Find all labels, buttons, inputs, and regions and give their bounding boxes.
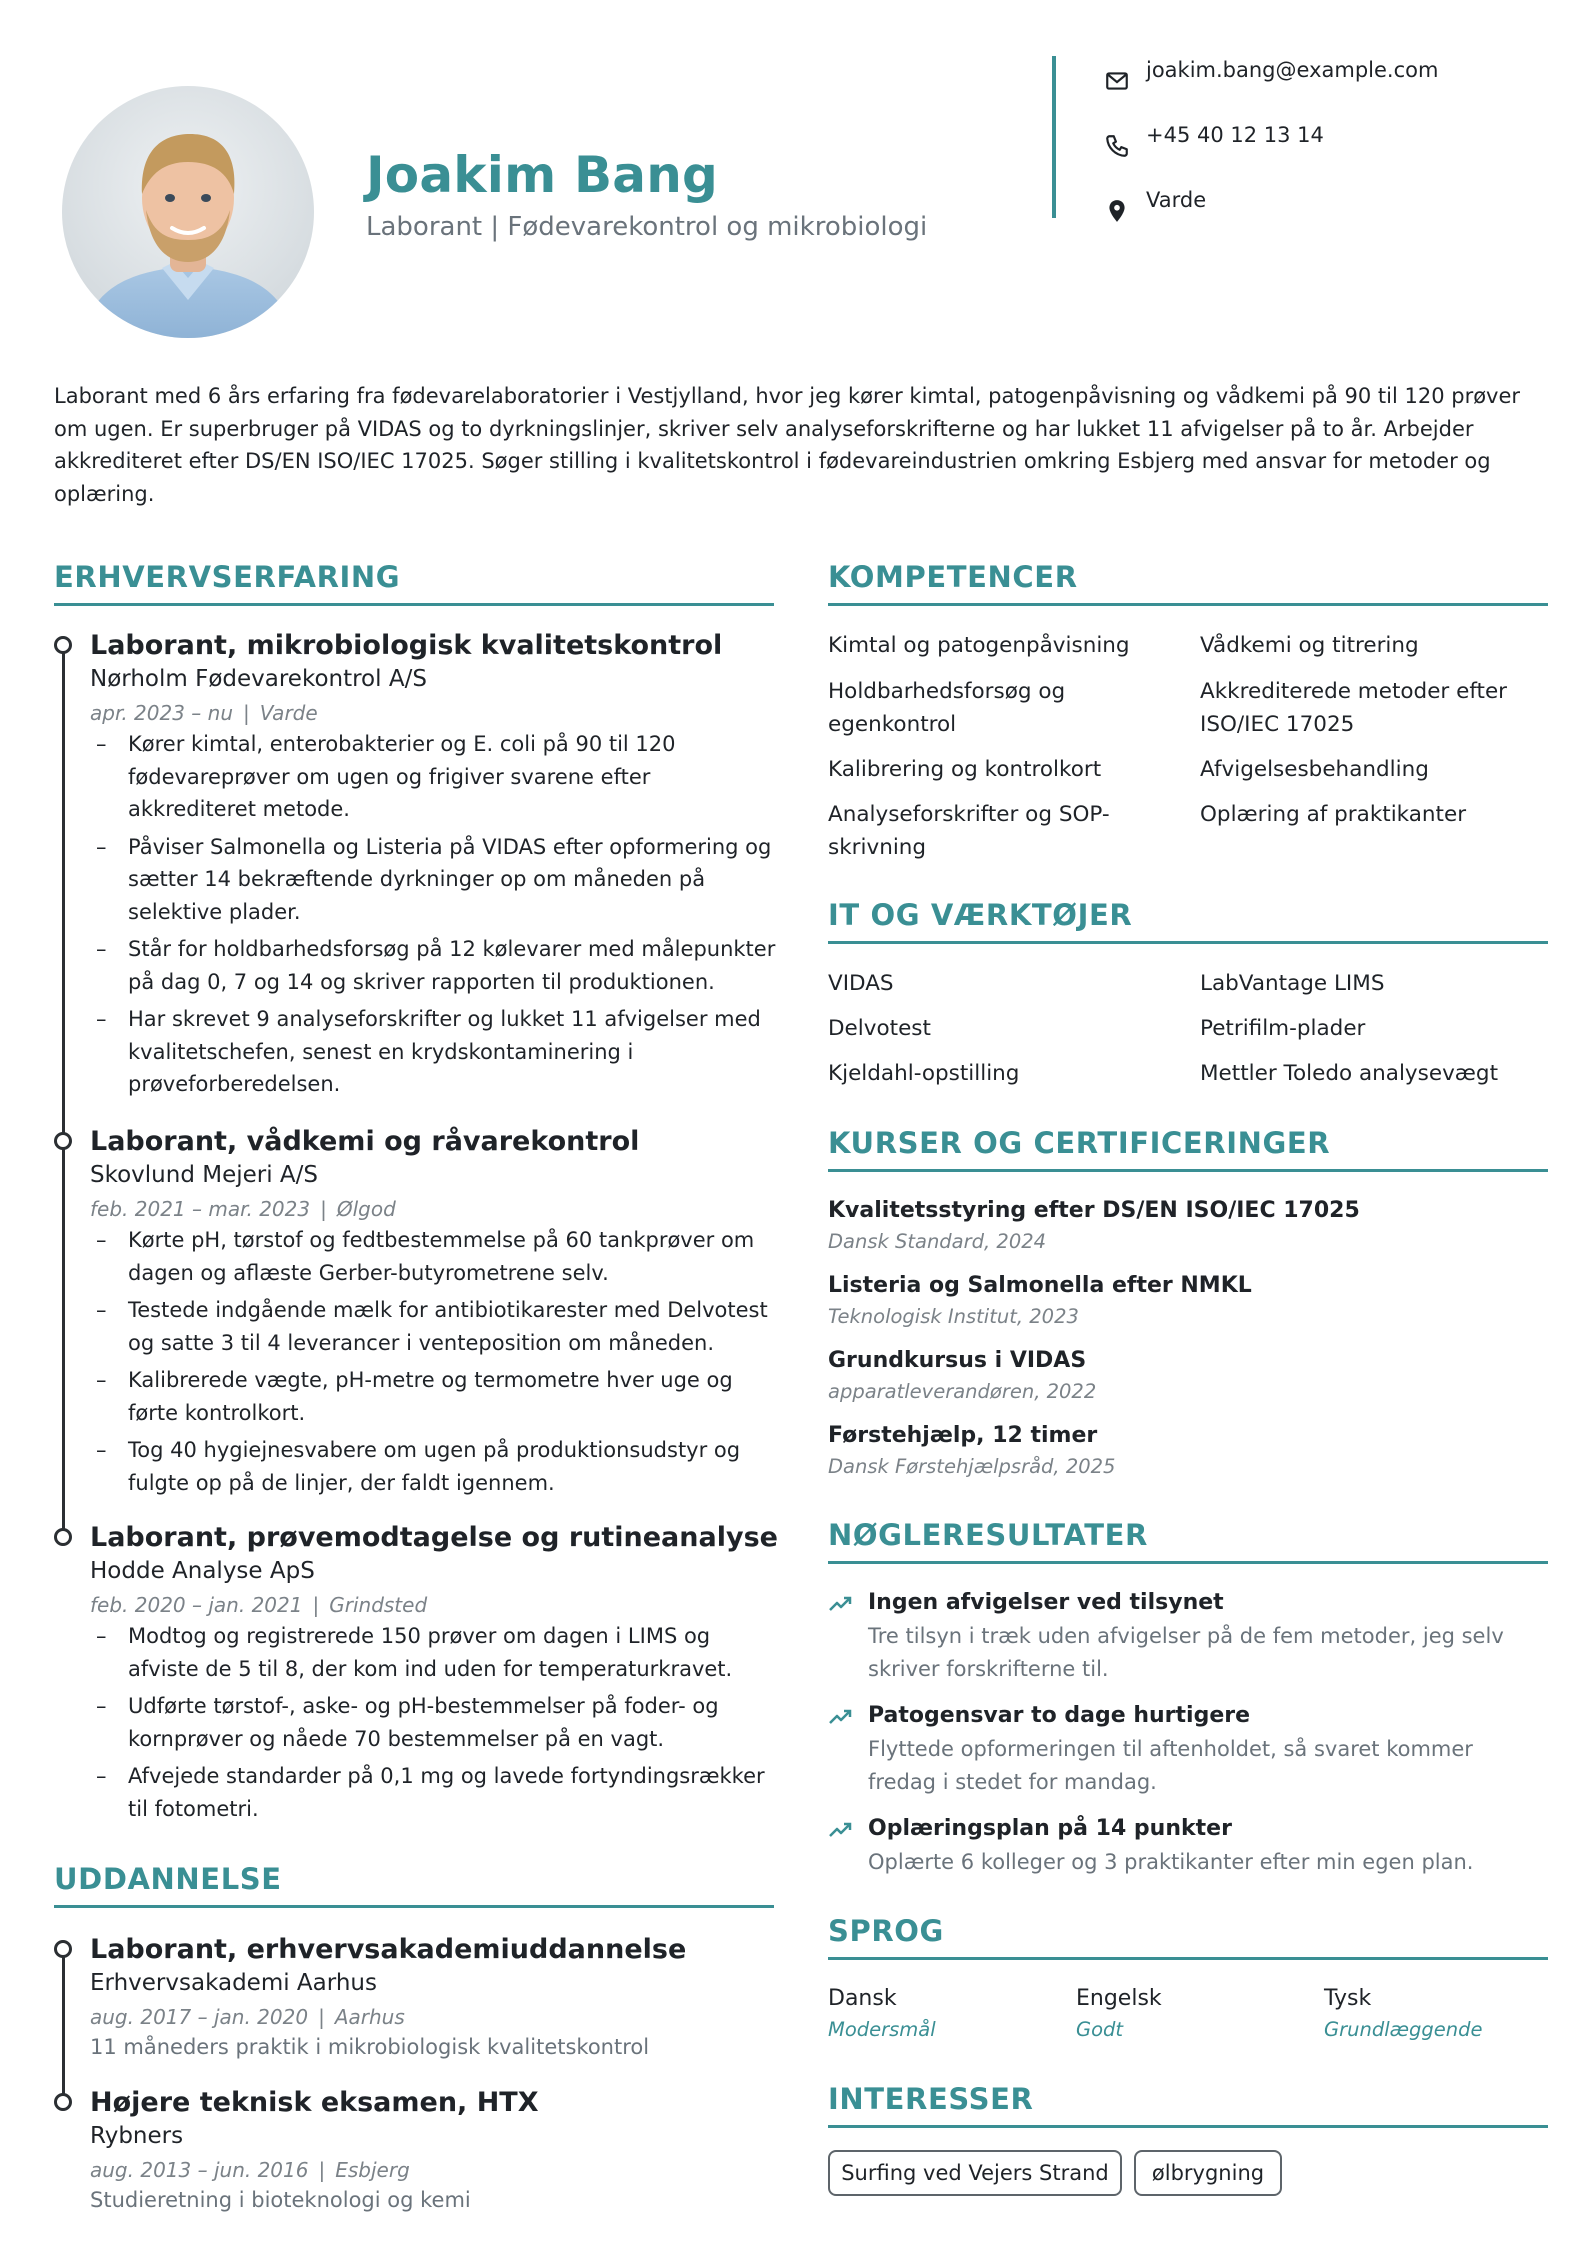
list-item: – Påviser Salmonella og Listeria på VIDAS efter opformering og sætter 14 bekræftende dyrkninger op om måneden på selektive plader. [96,831,776,929]
section-rule [54,1905,774,1908]
education-title: Højere teknisk eksamen, HTX [90,2087,539,2118]
timeline-dot [54,1132,72,1150]
profile-photo [62,86,314,338]
section-rule [828,603,1548,606]
section-heading-courses: KURSER OG CERTIFICERINGER [828,1126,1331,1160]
language-name: Dansk [828,1986,897,2011]
tool-item: Delvotest [828,1016,931,1041]
section-heading-education: UDDANNELSE [54,1862,282,1896]
timeline-line [62,650,65,1530]
timeline-dot [54,636,72,654]
education-period: aug. 2013 – jun. 2016 [90,2158,309,2182]
course-name: Grundkursus i VIDAS [828,1348,1087,1373]
job-period: feb. 2021 – mar. 2023 [90,1197,311,1221]
section-rule [828,941,1548,944]
phone-text[interactable]: +45 40 12 13 14 [1146,123,1324,147]
skill-item: Kalibrering og kontrolkort [828,757,1102,782]
skill-item: Afvigelsesbehandling [1200,757,1429,782]
trending-up-icon [828,1594,854,1614]
timeline-dot [54,1940,72,1958]
profile-summary: Laborant med 6 års erfaring fra fødevarelaboratorier i Vestjylland, hvor jeg kører kimtal, patogenpåvisning og vådkemi på 90 til 120 prøver om ugen. Er superbruger på VIDAS og to dyrkningslinjer, skriver selv analyseforskrifterne og har lukket 11 afvigelser på to år. Arbejder akkrediteret efter DS/EN ISO/IEC 17025. Søger stilling i kvalitetskontrol i fødevareindustrien omkring Esbjerg med ansvar for metoder og oplæring. [54,384,1521,506]
result-description: Tre tilsyn i træk uden afvigelser på de fem metoder, jeg selv skriver forskrifterne til. [868,1624,1504,1681]
education-place: Esbjerg [335,2158,410,2182]
job-employer: Skovlund Mejeri A/S [90,1162,319,1188]
section-rule [828,1169,1548,1172]
section-heading-tools: IT OG VÆRKTØJER [828,898,1133,932]
location-text: Varde [1146,188,1207,212]
trending-up-icon [828,1707,854,1727]
list-item: – Står for holdbarhedsforsøg på 12 kølevarer med målepunkter på dag 0, 7 og 14 og skriver rapporten til produktionen. [96,933,776,998]
section-rule [828,1561,1548,1564]
phone-icon [1104,133,1130,159]
job-meta: feb. 2020 – jan. 2021 | Grindsted [90,1593,428,1617]
timeline-line [62,1955,65,2107]
result-title: Patogensvar to dage hurtigere [868,1703,1251,1728]
tool-item: Mettler Toledo analysevægt [1200,1061,1498,1086]
course-name: Kvalitetsstyring efter DS/EN ISO/IEC 17025 [828,1198,1360,1223]
language-level: Godt [1076,2018,1124,2041]
course-meta: Dansk Standard, 2024 [828,1230,1047,1253]
location-pin-icon [1104,198,1130,224]
skill-item: Holdbarhedsforsøg og egenkontrol [828,679,1066,737]
job-place: Grindsted [329,1593,428,1617]
section-heading-results: NØGLERESULTATER [828,1518,1148,1552]
education-school: Rybners [90,2123,184,2149]
candidate-name: Joakim Bang [366,146,719,204]
skill-item: Kimtal og patogenpåvisning [828,633,1130,658]
education-title: Laborant, erhvervsakademiuddannelse [90,1934,687,1965]
list-item: – Testede indgående mælk for antibiotikarester med Delvotest og satte 3 til 4 leverancer i venteposition om måneden. [96,1294,776,1359]
result-title: Ingen afvigelser ved tilsynet [868,1590,1224,1615]
language-level: Grundlæggende [1324,2018,1483,2041]
result-description: Flyttede opformeringen til aftenholdet, så svaret kommer fredag i stedet for mandag. [868,1737,1473,1794]
section-rule [828,2125,1548,2128]
job-employer: Nørholm Fødevarekontrol A/S [90,666,427,692]
tool-item: Kjeldahl-opstilling [828,1061,1020,1086]
language-name: Engelsk [1076,1986,1162,2011]
job-employer: Hodde Analyse ApS [90,1558,315,1584]
result-description: Oplærte 6 kolleger og 3 praktikanter efter min egen plan. [868,1850,1474,1874]
timeline-dot [54,2093,72,2111]
education-school: Erhvervsakademi Aarhus [90,1970,377,1996]
job-period: apr. 2023 – nu [90,701,234,725]
result-title: Oplæringsplan på 14 punkter [868,1816,1232,1841]
skill-item: Akkrediterede metoder efter ISO/IEC 17025 [1200,679,1508,737]
section-rule [54,603,774,606]
job-meta: apr. 2023 – nu | Varde [90,701,318,725]
section-heading-languages: SPROG [828,1914,944,1948]
job-title: Laborant, mikrobiologisk kvalitetskontrol [90,630,723,661]
language-level: Modersmål [828,2018,936,2041]
job-bullets [96,1224,776,1504]
tool-item: Petrifilm-plader [1200,1016,1366,1041]
candidate-headline: Laborant | Fødevarekontrol og mikrobiologi [366,212,928,242]
skill-item: Oplæring af praktikanter [1200,802,1467,827]
course-name: Førstehjælp, 12 timer [828,1423,1098,1448]
list-item: – Kørte pH, tørstof og fedtbestemmelse på 60 tankprøver om dagen og aflæste Gerber-butyrometrene selv. [96,1224,776,1289]
list-item: – Modtog og registrerede 150 prøver om dagen i LIMS og afviste de 5 til 8, der kom ind uden for temperaturkravet. [96,1620,776,1685]
list-item: – Har skrevet 9 analyseforskrifter og lukket 11 afvigelser med kvalitetschefen, senest en krydskontaminering i prøveforberedelsen. [96,1003,776,1101]
interest-chip: Surfing ved Vejers Strand [828,2150,1122,2196]
job-bullets [96,728,776,1106]
job-place: Ølgod [336,1197,396,1221]
trending-up-icon [828,1820,854,1840]
list-item: – Kalibrerede vægte, pH-metre og termometre hver uge og førte kontrolkort. [96,1364,776,1429]
list-item: – Afvejede standarder på 0,1 mg og lavede fortyndingsrækker til fotometri. [96,1760,776,1825]
list-item: – Udførte tørstof-, aske- og pH-bestemmelser på foder- og kornprøver og nåede 70 bestemmelser på en vagt. [96,1690,776,1755]
contact-divider [1052,56,1056,218]
course-meta: Dansk Førstehjælpsråd, 2025 [828,1455,1116,1478]
profile-photo-illustration [62,86,314,338]
skill-item: Vådkemi og titrering [1200,633,1419,658]
interest-chip: ølbrygning [1134,2150,1282,2196]
job-place: Varde [259,701,318,725]
education-description: Studieretning i bioteknologi og kemi [90,2188,471,2212]
list-item: – Tog 40 hygiejnesvabere om ugen på produktionsudstyr og fulgte op på de linjer, der faldt igennem. [96,1434,776,1499]
tool-item: LabVantage LIMS [1200,971,1385,996]
email-text[interactable]: joakim.bang@example.com [1146,58,1439,82]
section-heading-interests: INTERESSER [828,2082,1034,2116]
course-meta: apparatleverandøren, 2022 [828,1380,1097,1403]
skill-item: Analyseforskrifter og SOP-skrivning [828,802,1110,860]
job-period: feb. 2020 – jan. 2021 [90,1593,303,1617]
section-rule [828,1957,1548,1960]
education-place: Aarhus [334,2005,405,2029]
list-item: – Kører kimtal, enterobakterier og E. coli på 90 til 120 fødevareprøver om ugen og frigiver svarene efter akkrediteret metode. [96,728,776,826]
job-bullets [96,1620,776,1830]
education-meta: aug. 2013 – jun. 2016 | Esbjerg [90,2158,410,2182]
education-meta: aug. 2017 – jan. 2020 | Aarhus [90,2005,405,2029]
section-heading-experience: ERHVERVSERFARING [54,560,401,594]
language-name: Tysk [1324,1986,1372,2011]
section-heading-skills: KOMPETENCER [828,560,1078,594]
education-description: 11 måneders praktik i mikrobiologisk kvalitetskontrol [90,2035,650,2059]
job-meta: feb. 2021 – mar. 2023 | Ølgod [90,1197,396,1221]
job-title: Laborant, vådkemi og råvarekontrol [90,1126,640,1157]
education-period: aug. 2017 – jan. 2020 [90,2005,309,2029]
tool-item: VIDAS [828,971,894,996]
mail-icon [1104,68,1130,94]
course-name: Listeria og Salmonella efter NMKL [828,1273,1252,1298]
course-meta: Teknologisk Institut, 2023 [828,1305,1079,1328]
job-title: Laborant, prøvemodtagelse og rutineanalyse [90,1522,778,1553]
timeline-dot [54,1528,72,1546]
